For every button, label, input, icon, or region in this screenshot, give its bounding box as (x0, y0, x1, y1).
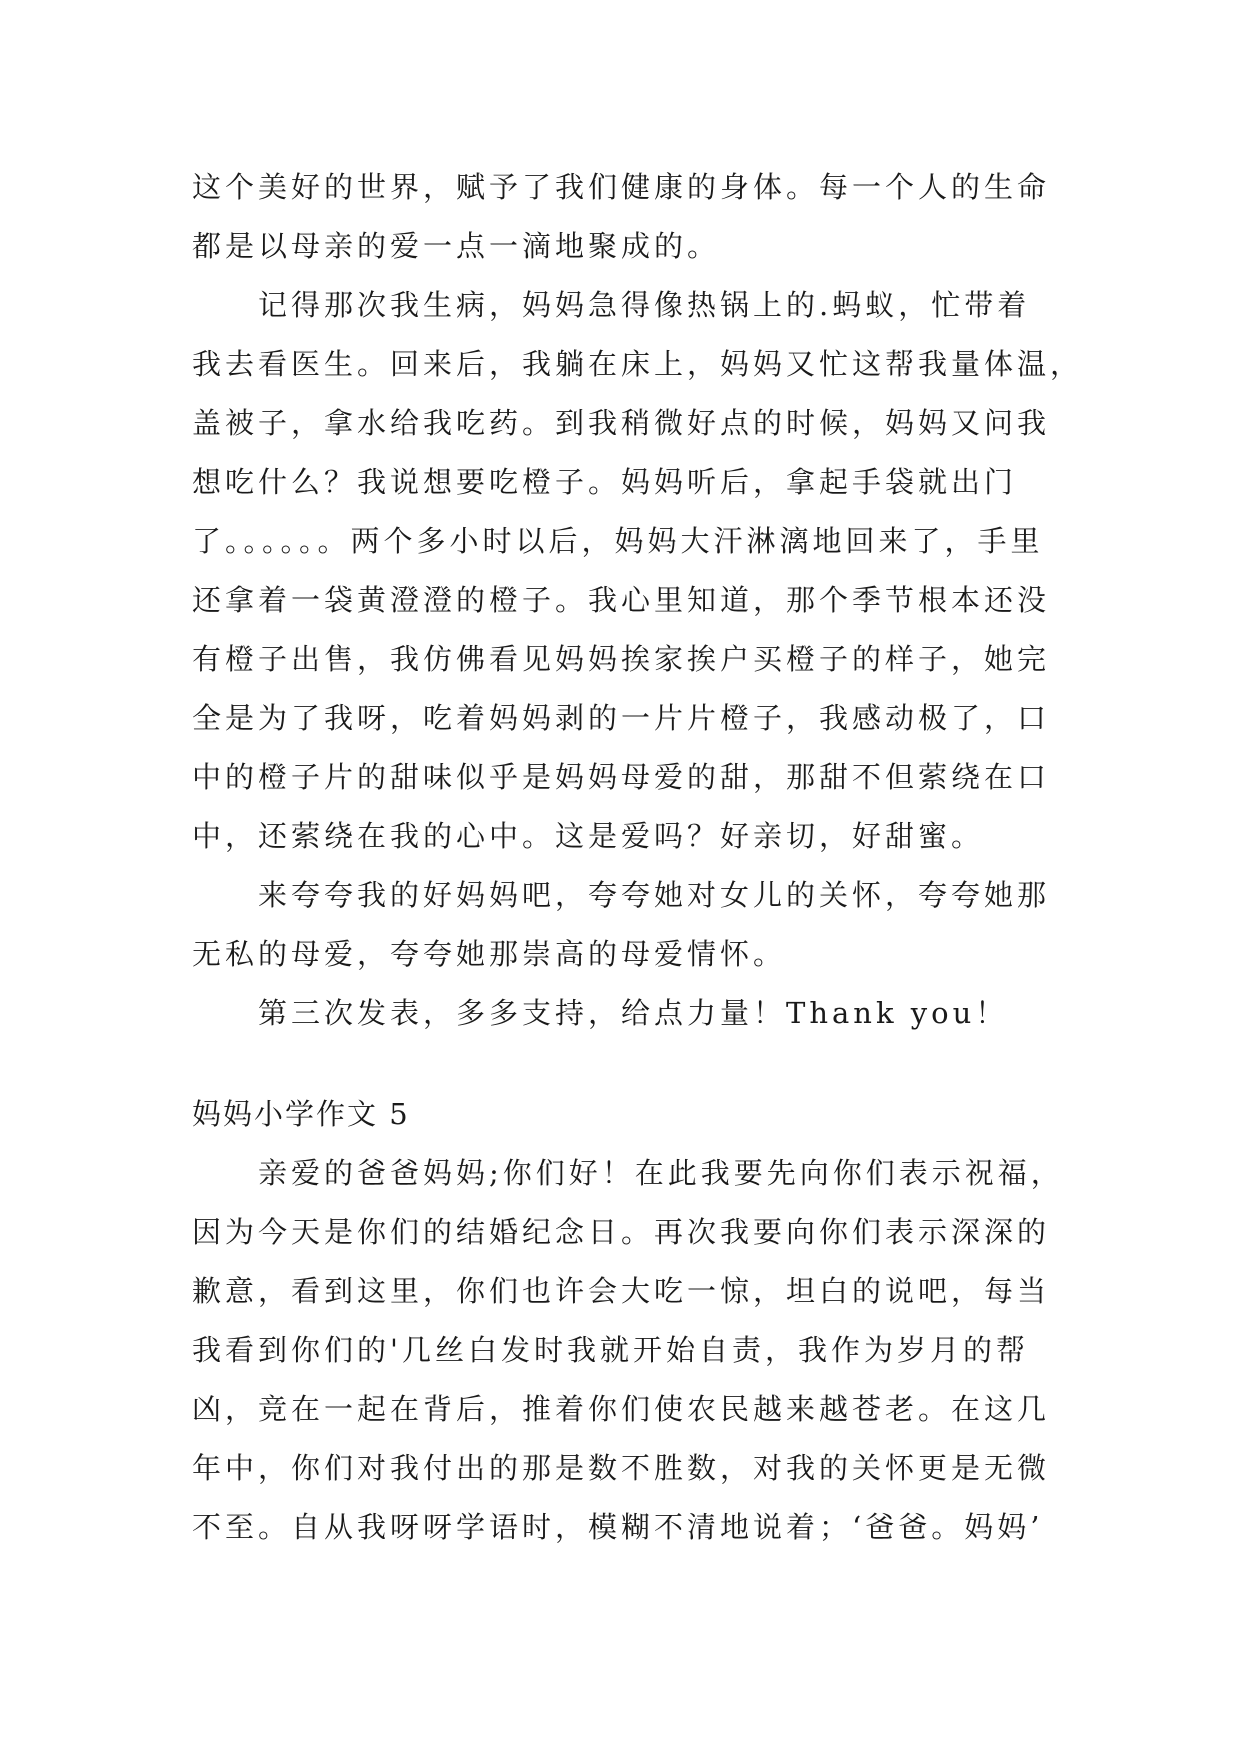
text-line: 因为今天是你们的结婚纪念日。再次我要向你们表示深深的 (192, 1215, 1051, 1249)
text-line: 记得那次我生病，妈妈急得像热锅上的.蚂蚁，忙带着 (258, 288, 1031, 322)
text-line: 第三次发表，多多支持，给点力量！Thank you！ (258, 996, 1009, 1030)
text-line: 还拿着一袋黄澄澄的橙子。我心里知道，那个季节根本还没 (192, 583, 1051, 617)
section-a-text (192, 158, 1084, 1043)
text-line: 不至。自从我呀呀学语时，模糊不清地说着；‘爸爸。妈妈’ (192, 1510, 1044, 1544)
text-line: 盖被子，拿水给我吃药。到我稍微好点的时候，妈妈又问我 (192, 406, 1051, 440)
text-line: 我去看医生。回来后，我躺在床上，妈妈又忙这帮我量体温， (192, 347, 1084, 381)
text-line: 想吃什么？我说想要吃橙子。妈妈听后，拿起手袋就出门 (192, 465, 1018, 499)
text-line: 都是以母亲的爱一点一滴地聚成的。 (192, 229, 721, 263)
text-line: 凶，竞在一起在背后，推着你们使农民越来越苍老。在这几 (192, 1392, 1051, 1426)
text-line: 全是为了我呀，吃着妈妈剥的一片片橙子，我感动极了，口 (192, 701, 1051, 735)
text-line: 歉意，看到这里，你们也许会大吃一惊，坦白的说吧，每当 (192, 1274, 1051, 1308)
text-line: 有橙子出售，我仿佛看见妈妈挨家挨户买橙子的样子，她完 (192, 642, 1051, 676)
text-line: 这个美好的世界，赋予了我们健康的身体。每一个人的生命 (192, 170, 1051, 204)
text-line: 我看到你们的'几丝白发时我就开始自责，我作为岁月的帮 (192, 1333, 1029, 1367)
text-line: 亲爱的爸爸妈妈;你们好！在此我要先向你们表示祝福， (258, 1156, 1064, 1190)
text-line: 无私的母爱，夸夸她那崇高的母爱情怀。 (192, 937, 787, 971)
text-line: 来夸夸我的好妈妈吧，夸夸她对女儿的关怀，夸夸她那 (258, 878, 1051, 912)
section-b-text (192, 1144, 1062, 1557)
section-b-title: 妈妈小学作文 5 (192, 1097, 410, 1131)
text-line: 中的橙子片的甜味似乎是妈妈母爱的甜，那甜不但萦绕在口 (192, 760, 1051, 794)
text-line: 年中，你们对我付出的那是数不胜数，对我的关怀更是无微 (192, 1451, 1051, 1485)
text-line: 了。。。。。。两个多小时以后，妈妈大汗淋漓地回来了，手里 (192, 524, 1044, 558)
text-line: 中，还萦绕在我的心中。这是爱吗？好亲切，好甜蜜。 (192, 819, 985, 853)
